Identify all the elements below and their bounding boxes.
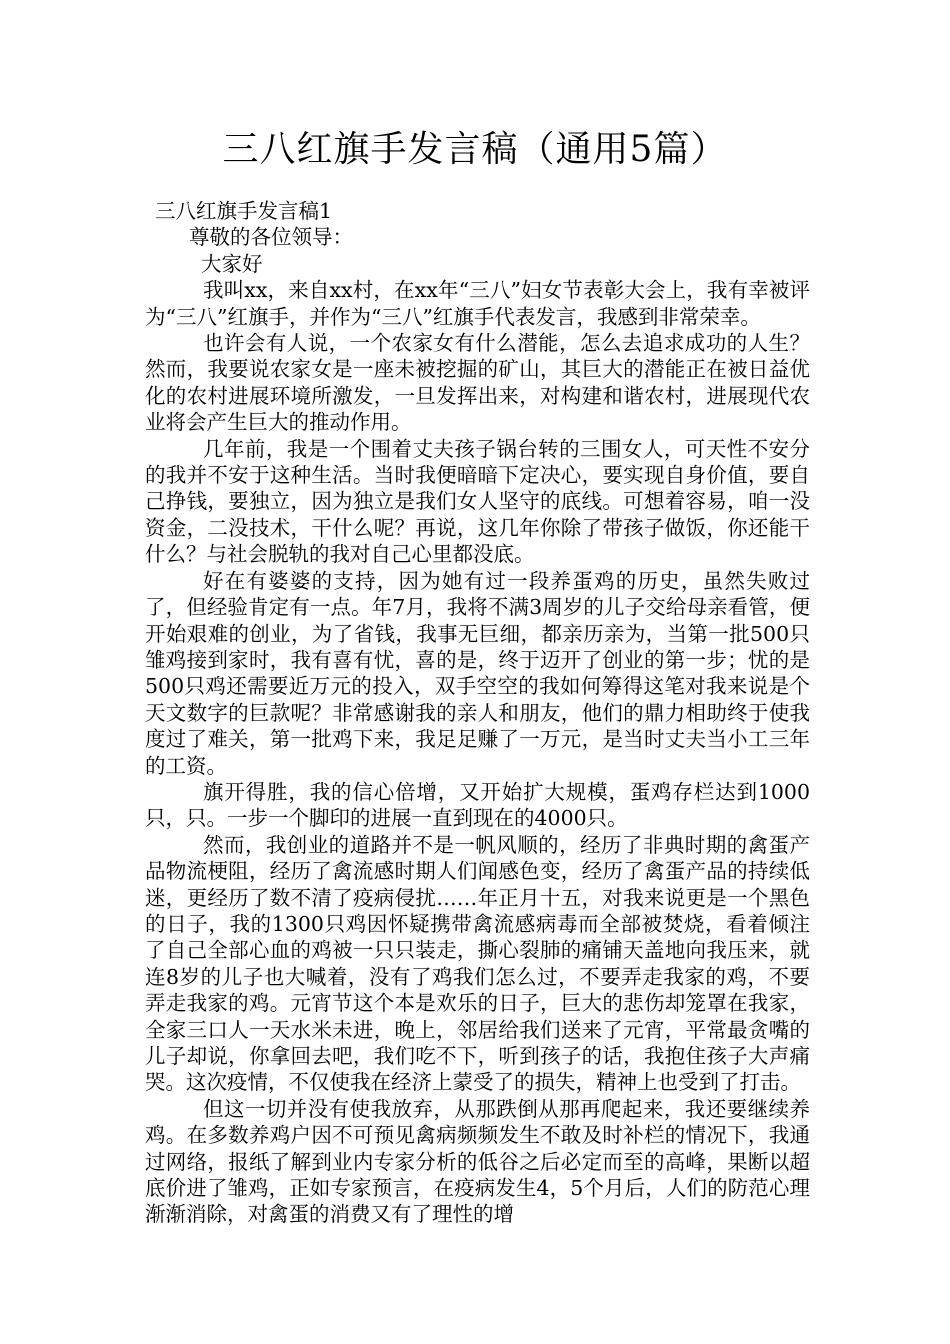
document-title: 三八红旗手发言稿（通用5篇） xyxy=(222,129,728,170)
salutation: 尊敬的各位领导： xyxy=(189,225,353,250)
paragraph: 我叫xx，来自xx村，在xx年“三八”妇女节表彰大会上，我有幸被评为“三八”红旗手，并作为“三八”红旗手代表发言，我感到非常荣幸。 xyxy=(145,278,810,329)
section-heading: 三八红旗手发言稿1 xyxy=(155,199,333,223)
paragraph: 也许会有人说，一个农家女有什么潜能，怎么去追求成功的人生？然而，我要说农家女是一座未被挖掘的矿山，其巨大的潜能正在被日益优化的农村进展环境所激发，一旦发挥出来，对构建和谐农村，进展现代农业将会产生巨大的推动作用。 xyxy=(145,331,810,435)
paragraph: 旗开得胜，我的信心倍增，又开始扩大规模，蛋鸡存栏达到1000只，只。一步一个脚印的进展一直到现在的4000只。 xyxy=(145,779,810,831)
paragraph: 几年前，我是一个围着丈夫孩子锅台转的三围女人，可天性不安分的我并不安于这种生活。当时我便暗暗下定决心，要实现自身价值，要自己挣钱，要独立，因为独立是我们女人坚守的底线。可想着容易，咱一没资金，二没技术，干什么呢？再说，这几年你除了带孩子做饭，你还能干什么？与社会脱轨的我对自己心里都没底。 xyxy=(145,436,810,567)
greeting: 大家好 xyxy=(201,251,263,276)
paragraph: 好在有婆婆的支持，因为她有过一段养蛋鸡的历史，虽然失败过了，但经验肯定有一点。年7月，我将不满3周岁的儿子交给母亲看管，便开始艰难的创业，为了省钱，我事无巨细，都亲历亲为，当第一批500只雏鸡接到家时，我有喜有忧，喜的是，终于迈开了创业的第一步；忧的是500只鸡还需要近万元的投入，双手空空的我如何筹得这笔对我来说是个天文数字的巨款呢？非常感谢我的亲人和朋友，他们的鼎力相助终于使我度过了难关，第一批鸡下来，我足足赚了一万元，是当时丈夫当小工三年的工资。 xyxy=(145,568,810,778)
document-body xyxy=(145,198,810,1228)
paragraph: 但这一切并没有使我放弃，从那跌倒从那再爬起来，我还要继续养鸡。在多数养鸡户因不可预见禽病频频发生不敢及时补栏的情况下，我通过网络，报纸了解到业内专家分析的低谷之后必定而至的高峰，果断以超底价进了雏鸡，正如专家预言，在疫病发生4，5个月后，人们的防范心理渐渐消除，对禽蛋的消费又有了理性的增 xyxy=(145,1096,810,1227)
paragraph: 然而，我创业的道路并不是一帆风顺的，经历了非典时期的禽蛋产品物流梗阻，经历了禽流感时期人们闻感色变，经历了禽蛋产品的持续低迷，更经历了数不清了疫病侵扰……年正月十五，对我来说更是一个黑色的日子，我的1300只鸡因怀疑携带禽流感病毒而全部被焚烧，看着倾注了自己全部心血的鸡被一只只装走，撕心裂肺的痛铺天盖地向我压来，就连8岁的儿子也大喊着，没有了鸡我们怎么过，不要弄走我家的鸡，不要弄走我家的鸡。元宵节这个本是欢乐的日子，巨大的悲伤却笼罩在我家，全家三口人一天水米未进，晚上，邻居给我们送来了元宵，平常最贪嘴的儿子却说，你拿回去吧，我们吃不下，听到孩子的话，我抱住孩子大声痛哭。这次疫情，不仅使我在经济上蒙受了的损失，精神上也受到了打击。 xyxy=(145,832,810,1095)
